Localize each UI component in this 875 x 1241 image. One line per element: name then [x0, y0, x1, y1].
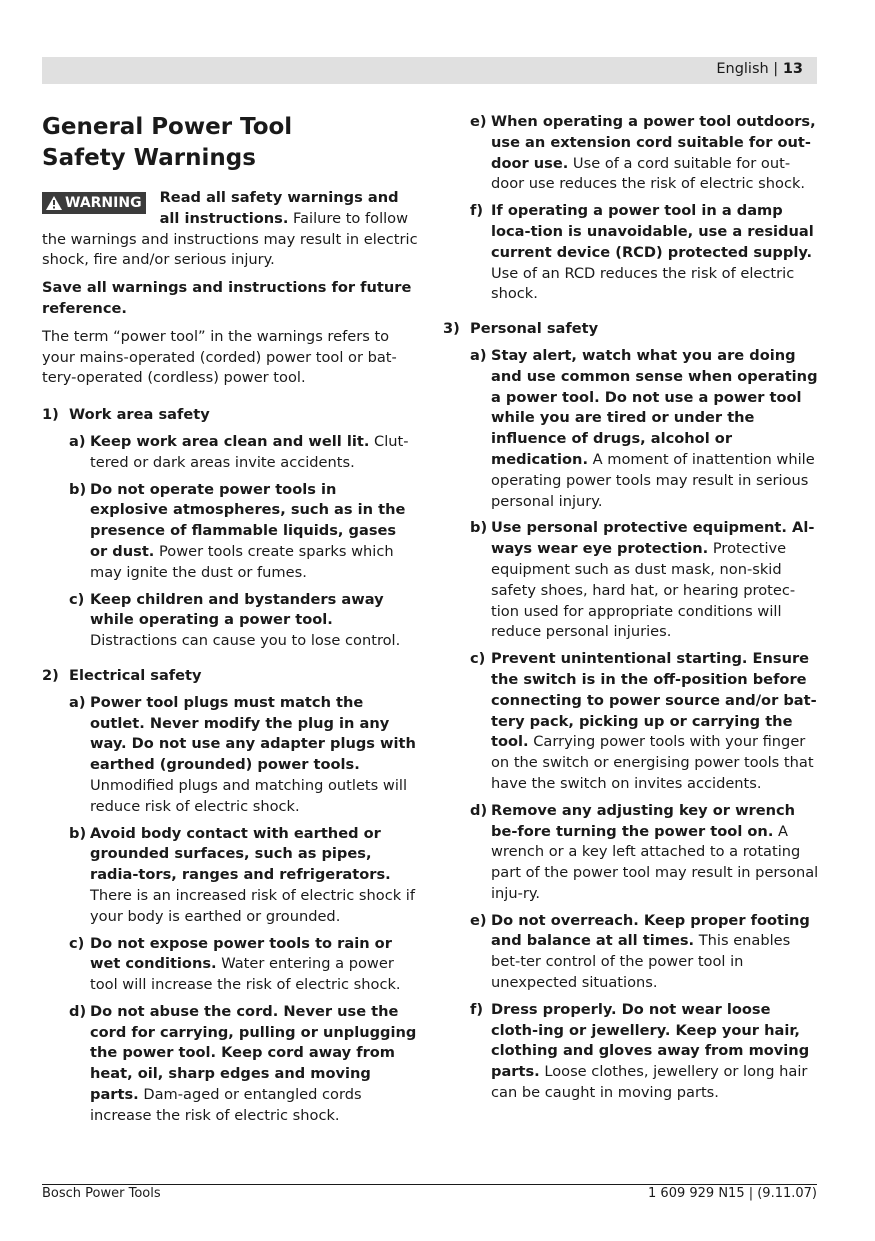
item-label: b) [470, 519, 488, 537]
item-explanation: Use of a cord suitable for out-door use reduces the risk of electric shock. [491, 154, 806, 193]
item-bold: When operating a power tool outdoors, use an extension cord suitable for out-door use. [491, 113, 816, 172]
item-explanation: Distractions can cause you to lose control. [90, 632, 401, 650]
section-number: 2) [42, 666, 59, 684]
header-label [716, 61, 803, 77]
intro-block [42, 188, 418, 271]
safety-item [69, 1002, 418, 1127]
item-text [90, 480, 418, 584]
item-bold: Do not abuse the cord. Never use the cord for carrying, pulling or unplugging the power tool. Keep cord away from heat, oil, sharp edges and moving parts. [90, 1002, 417, 1104]
section-title: Electrical safety [69, 666, 202, 684]
item-explanation: This enables bet-ter control of the power tool in unexpected situations. [491, 932, 791, 992]
safety-item [470, 112, 819, 195]
item-explanation: Loose clothes, jewellery or long hair can be caught in moving parts. [491, 1063, 808, 1102]
item-text [90, 693, 418, 818]
item-label: f) [470, 202, 484, 220]
safety-item [470, 346, 819, 512]
item-bold: Avoid body contact with earthed or grounded surfaces, such as pipes, radia-tors, ranges and refrigerators. [90, 824, 391, 884]
intro-rest: Failure to follow the warnings and instructions may result in electric shock, fire and/or serious injury. [42, 209, 418, 269]
left-sections [42, 405, 418, 1127]
item-label: b) [69, 824, 87, 842]
safety-section [443, 319, 819, 1104]
item-explanation: There is an increased risk of electric shock if your body is earthed or grounded. [90, 886, 415, 925]
item-label: b) [69, 480, 87, 498]
safety-item [69, 432, 418, 474]
item-explanation: Use of an RCD reduces the risk of electric shock. [491, 264, 795, 303]
item-text [90, 432, 418, 474]
section-heading [42, 405, 418, 426]
section-heading [42, 666, 418, 687]
item-label: a) [69, 693, 86, 711]
item-label: f) [470, 1000, 484, 1018]
item-text [491, 518, 819, 643]
header-separator: | [768, 61, 783, 77]
safety-item [470, 911, 819, 994]
item-bold: Keep children and bystanders away while operating a power tool. [90, 590, 384, 629]
item-text [491, 346, 819, 512]
item-label: c) [470, 650, 486, 668]
item-bold: Prevent unintentional starting. Ensure the switch is in the off-position before connecting to power source and/or bat-tery pack, picking up or carrying the tool. [491, 650, 817, 751]
item-text [491, 911, 819, 994]
item-explanation: Water entering a power tool will increase the risk of electric shock. [90, 955, 401, 994]
safety-item [69, 824, 418, 928]
right-column [443, 112, 819, 1104]
item-text [491, 649, 819, 795]
item-bold: Stay alert, watch what you are doing and use common sense when operating a power tool. Do not use a power tool while you are tired or under the influence of drugs, alcohol or medication. [491, 346, 818, 468]
item-bold: Do not operate power tools in explosive atmospheres, such as in the presence of flammable liquids, gases or dust. [90, 480, 406, 560]
item-bold: If operating a power tool in a damp loca-tion is unavoidable, use a residual current device (RCD) protected supply. [491, 202, 814, 261]
item-label: a) [470, 346, 487, 364]
header-language: English [716, 61, 769, 77]
item-text [90, 590, 418, 652]
safety-item [470, 649, 819, 795]
item-text [491, 112, 819, 195]
safety-item [69, 480, 418, 584]
item-explanation: Unmodified plugs and matching outlets will reduce risk of electric shock. [90, 776, 407, 815]
safety-item [470, 1000, 819, 1104]
item-explanation: Dam-aged or entangled cords increase the risk of electric shock. [90, 1086, 362, 1124]
safety-item [69, 590, 418, 652]
intro-bold: Read all safety warnings and all instructions. [159, 189, 399, 227]
item-bold: Keep work area clean and well lit. [90, 432, 370, 450]
item-explanation: Clut-tered or dark areas invite accidents. [90, 432, 409, 471]
item-explanation: A moment of inattention while operating power tools may result in serious personal injury. [491, 450, 815, 510]
safety-item [470, 801, 819, 905]
safety-item [69, 934, 418, 996]
item-text [491, 1000, 819, 1104]
item-bold: Power tool plugs must match the outlet. Never modify the plug in any way. Do not use any adapter plugs with earthed (grounded) power tools. [90, 693, 416, 774]
warning-triangle-icon [46, 196, 62, 210]
warning-badge [42, 192, 146, 214]
item-explanation: Power tools create sparks which may ignite the dust or fumes. [90, 542, 394, 581]
safety-section [42, 405, 418, 652]
item-bold: Use personal protective equipment. Al-ways wear eye protection. [491, 519, 815, 558]
section-heading [443, 319, 819, 340]
warning-label: WARNING [65, 195, 142, 211]
item-text [90, 934, 418, 996]
page-title: General Power Tool Safety Warnings [42, 114, 293, 171]
item-label: e) [470, 911, 487, 929]
safety-section [443, 112, 819, 305]
section-title: Work area safety [69, 406, 210, 424]
item-bold: Remove any adjusting key or wrench be-fore turning the power tool on. [491, 801, 796, 840]
item-bold: Do not overreach. Keep proper footing and balance at all times. [491, 911, 810, 950]
save-note: Save all warnings and instructions for future reference. [42, 279, 412, 317]
term-note: The term “power tool” in the warnings refers to your mains-operated (corded) power tool or bat-tery-operated (cordless) power tool. [42, 327, 397, 387]
item-label: a) [69, 432, 86, 450]
safety-item [69, 693, 418, 818]
left-column [42, 112, 418, 1127]
safety-item [470, 201, 819, 305]
item-text [491, 801, 819, 905]
section-number: 1) [42, 406, 59, 424]
safety-item [470, 518, 819, 643]
item-label: c) [69, 590, 85, 608]
item-bold: Do not expose power tools to rain or wet conditions. [90, 934, 392, 973]
item-explanation: A wrench or a key left attached to a rotating part of the power tool may result in personal inju-ry. [491, 822, 819, 902]
item-text [90, 1002, 418, 1127]
item-label: c) [69, 934, 85, 952]
item-explanation: Carrying power tools with your finger on the switch or energising power tools that have the switch on invites accidents. [491, 733, 814, 792]
safety-section [42, 666, 418, 1127]
item-bold: Dress properly. Do not wear loose cloth-ing or jewellery. Keep your hair, clothing and gloves away from moving parts. [491, 1000, 810, 1081]
section-title: Personal safety [470, 320, 599, 338]
page-header [42, 57, 817, 84]
footer-publisher: Bosch Power Tools [42, 1186, 161, 1201]
item-explanation: Protective equipment such as dust mask, non-skid safety shoes, hard hat, or hearing protec-tion used for appropriate conditions will reduce personal injuries. [491, 540, 796, 641]
section-number: 3) [443, 320, 460, 338]
footer-doc-id: 1 609 929 N15 | (9.11.07) [648, 1186, 817, 1201]
item-text [491, 201, 819, 305]
item-label: e) [470, 113, 487, 130]
item-label: d) [69, 1002, 87, 1020]
right-sections [443, 112, 819, 1104]
footer-rule [42, 1184, 817, 1185]
item-text [90, 824, 418, 928]
item-label: d) [470, 801, 488, 819]
page-number: 13 [782, 61, 803, 77]
